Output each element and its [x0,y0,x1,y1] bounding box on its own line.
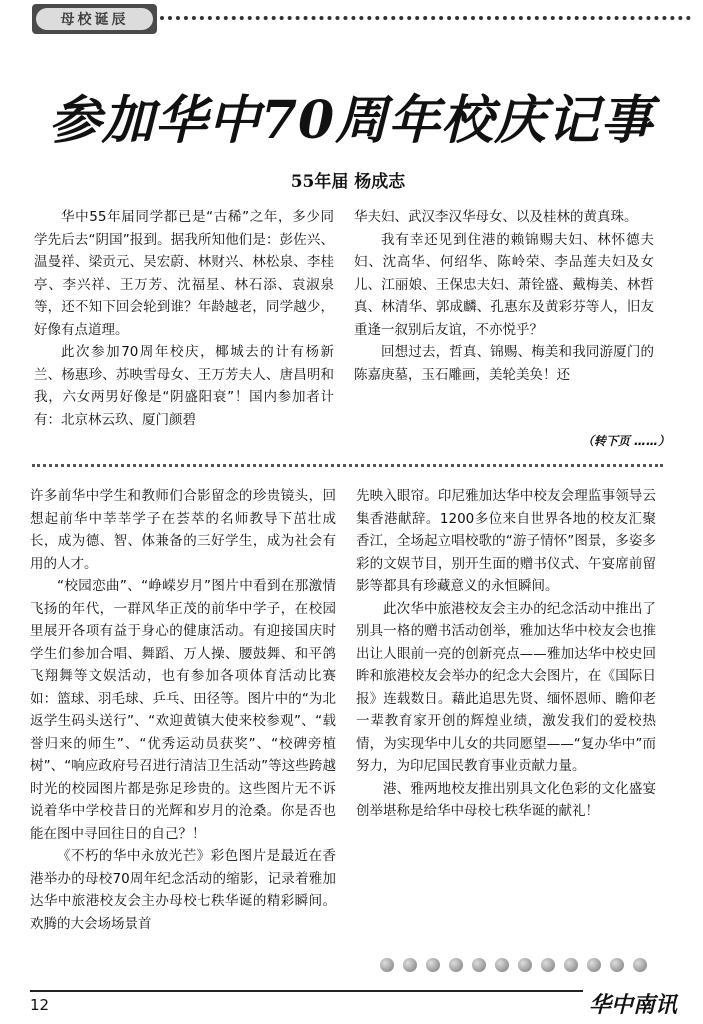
dot-ornament-icon [426,958,440,972]
section-tag [32,4,157,34]
dot-ornament-icon [633,958,647,972]
column-bottom-right [356,485,656,905]
dot-ornament-icon [518,958,532,972]
section-tag-label: 母校诞辰 [36,8,153,30]
byline: 55年届 杨成志 [290,172,406,192]
footer-logo: 华中南讯 [588,992,677,1018]
paragraph: 我有幸还见到住港的赖锦赐夫妇、林怀德夫妇、沈高华、何绍华、陈岭荣、李品莲夫妇及女儿、江丽娘、王保忠夫妇、萧铨盛、戴梅美、林哲真、林清华、郭成麟、孔惠东及黄彩芬等人，旧友重逢一叙别后友谊，不亦悦乎？ [354,231,654,338]
decorative-dots [380,958,647,972]
paragraph: 先映入眼帘。印尼雅加达华中校友会理监事领导云集香港献辞。1200多位来自世界各地的校友汇聚香江，全场起立唱校歌的“游子情怀”图景，多姿多彩的文娱节目，别开生面的赠书仪式、午宴席前留影等都具有珍藏意义的永恒瞬间。 [356,488,656,594]
dot-ornament-icon [587,958,601,972]
paragraph: 华中55年届同学都已是“古稀”之年，多少同学先后去“阴国”报到。据我所知他们是：彭佐兴、温曼祥、梁贡元、吴宏蔚、林财兴、林松泉、李桂亭、李兴祥、王万芳、沈福星、林石添、袁淑泉等，还不知下回会轮到谁？年龄越老，同学越少，好像有点道理。 [34,209,334,338]
paragraph: 此次华中旅港校友会主办的纪念活动中推出了别具一格的赠书活动创举，雅加达华中校友会也推出让人眼前一亮的创新亮点——雅加达华中校史回眸和旅港校友会举办的纪念大会图片，在《国际日报》连载数日。藉此追思先贤、缅怀恩师、瞻仰老一辈教育家开创的辉煌业绩，激发我们的爱校热情，为实现华中儿女的共同愿望——“复办华中”而努力，为印尼国民教育事业贡献力量。 [356,600,656,774]
page-number: 12 [30,996,50,1014]
dot-ornament-icon [541,958,555,972]
dot-ornament-icon [564,958,578,972]
dot-ornament-icon [380,958,394,972]
continued-note: （转下页 ……） [581,434,670,448]
paragraph: 《不朽的华中永放光芒》彩色图片是最近在香港举办的母校70周年纪念活动的缩影，记录着雅加达华中旅港校友会主办母校七秩华诞的精彩瞬间。欢腾的大会场场景首 [30,848,336,932]
paragraph: 港、雅两地校友推出别具文化色彩的文化盛宴创举堪称是给华中母校七秩华诞的献礼！ [356,780,656,819]
middle-dotted-rule [32,464,663,467]
top-dotted-rule [160,16,691,20]
dot-ornament-icon [495,958,509,972]
paragraph: 华夫妇、武汉李汉华母女、以及桂林的黄真珠。 [354,209,638,225]
dot-ornament-icon [610,958,624,972]
column-bottom-left [30,485,336,980]
dot-ornament-icon [449,958,463,972]
column-top-right [354,206,654,430]
dot-ornament-icon [403,958,417,972]
dot-ornament-icon [472,958,486,972]
paragraph: “校园恋曲”、“峥嵘岁月”图片中看到在那激情飞扬的年代，一群风华正茂的前华中学子，在校园里展开各项有益于身心的健康活动。有迎接国庆时学生们参加合唱、舞蹈、万人操、腰鼓舞、和平鸽飞翔舞等文娱活动，也有参加各项体育活动比赛如：篮球、羽毛球、乒乓、田径等。图片中的“为北返学生码头送行”、“欢迎黄镇大使来校参观”、“载誉归来的师生”、“优秀运动员获奖”、“校碑旁植树”、“响应政府号召进行清洁卫生活动”等这些跨越时光的校园图片都是弥足珍贵的。这些图片无不诉说着华中学校昔日的光辉和岁月的沧桑。你是否也能在图中寻回往日的自己？！ [30,578,336,842]
paragraph: 回想过去，哲真、锦赐、梅美和我同游厦门的陈嘉庚墓，玉石雕画，美轮美奂！还 [354,344,654,383]
paragraph: 许多前华中学生和教师们合影留念的珍贵镜头，回想起前华中莘莘学子在荟萃的名师教导下茁壮成长，成为德、智、体兼备的三好学生，成为社会有用的人才。 [30,488,336,572]
article-title: 参加华中70周年校庆记事 [48,90,654,151]
column-top-left [34,206,334,452]
paragraph: 此次参加70周年校庆，椰城去的计有杨新兰、杨惠珍、苏映雪母女、王万芳夫人、唐昌明和我，六女两男好像是“阴盛阳衰”！国内参加者计有：北京林云玖、厦门颜碧 [34,344,334,428]
footer-rule [30,990,583,992]
